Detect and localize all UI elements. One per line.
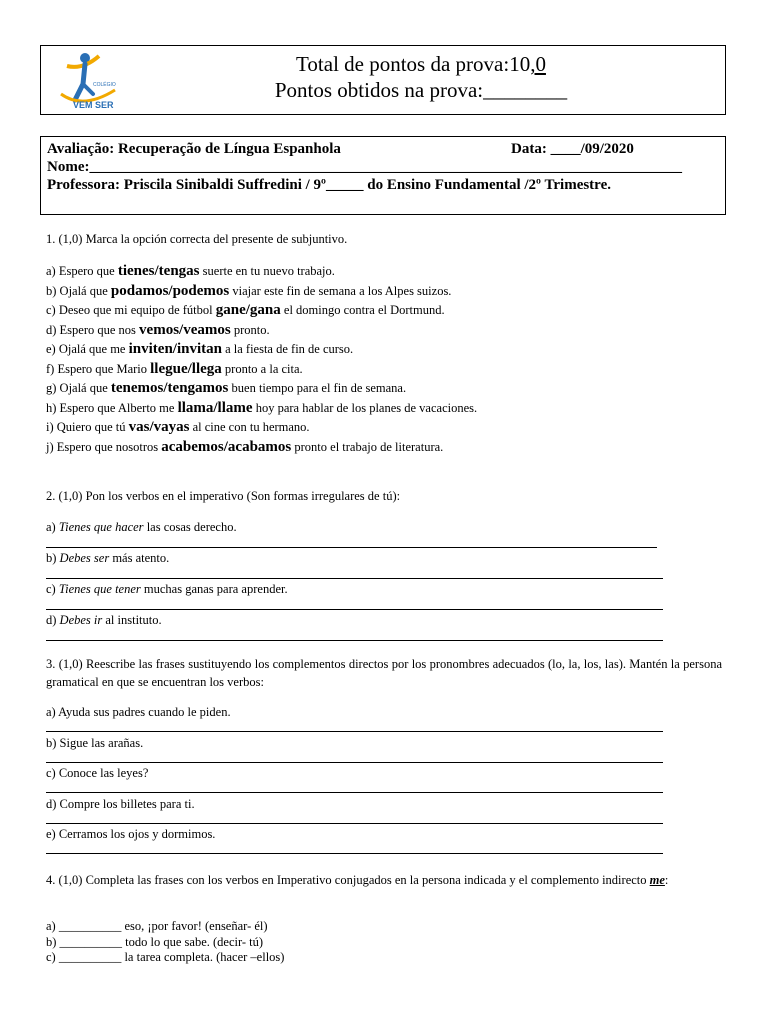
q2-item-text: a) <box>46 520 59 534</box>
q4-title-me: me <box>649 873 665 887</box>
q1-item-text: e) Ojalá que me <box>46 342 129 356</box>
q2-item-verb: Debes ser <box>59 551 110 565</box>
q2-item-text: d) <box>46 613 60 627</box>
q1-item <box>46 321 270 339</box>
q2-item <box>46 580 288 598</box>
q2-title: 2. (1,0) Pon los verbos en el imperativo (Son formas irregulares de tú): <box>46 489 401 503</box>
q1-item-text: al cine con tu hermano. <box>189 420 310 434</box>
q1-item <box>46 399 477 417</box>
q1-item-text: viajar este fin de semana a los Alpes suizos. <box>229 283 452 298</box>
q1-item-text: hoy para hablar de los planes de vacaciones. <box>252 400 478 415</box>
q1-item <box>46 379 406 397</box>
q4-item[interactable]: c) __________ la tarea completa. (hacer –ellos) <box>46 950 285 964</box>
answer-line[interactable] <box>46 731 663 732</box>
q2-item-verb: Tienes que tener <box>58 582 141 596</box>
total-points-value-a: 10 <box>509 52 531 76</box>
q1-item-text: pronto a la cita. <box>221 361 303 376</box>
q1-item <box>46 418 310 436</box>
q2-item-verb: Debes ir <box>59 613 103 627</box>
exam-title: Avaliação: Recuperação de Língua Espanhola <box>47 141 341 157</box>
q1-item-text: a) Espero que <box>46 264 118 278</box>
q2-item-text: c) <box>46 582 59 596</box>
q1-title: 1. (1,0) Marca la opción correcta del presente de subjuntivo. <box>46 232 348 246</box>
answer-line[interactable] <box>46 609 663 610</box>
q1-item-options[interactable]: vemos/veamos <box>139 321 231 338</box>
q2-item-text: las cosas derecho. <box>143 520 237 534</box>
score-header <box>40 45 726 115</box>
q2-item <box>46 549 169 567</box>
q1-item-options[interactable]: inviten/invitan <box>128 341 222 357</box>
q2-item-text: b) <box>46 551 60 565</box>
q1-item-text: c) Deseo que mi equipo de fútbol <box>46 303 216 317</box>
answer-line[interactable] <box>46 640 663 641</box>
q3-item: b) Sigue las arañas. <box>46 735 144 750</box>
q1-item <box>46 360 303 378</box>
logo-text: VEM SER <box>73 100 114 110</box>
q2-item <box>46 518 237 536</box>
teacher-line: Professora: Priscila Sinibaldi Suffredini / 9º_____ do Ensino Fundamental /2º Trimestre. <box>47 177 611 193</box>
q1-item-text: b) Ojalá que <box>46 283 111 298</box>
q3-item: a) Ayuda sus padres cuando le piden. <box>46 705 231 719</box>
q3-item: c) Conoce las leyes? <box>46 766 149 780</box>
q1-item-text: d) Espero que nos <box>46 322 140 337</box>
q2-item <box>46 611 162 629</box>
logo-small-text: COLÉGIO <box>93 82 116 88</box>
total-points <box>141 52 701 76</box>
q1-item-text: i) Quiero que tú <box>46 420 129 434</box>
answer-line[interactable] <box>46 762 663 763</box>
q4-item[interactable]: b) __________ todo lo que sabe. (decir- tú) <box>46 934 264 949</box>
answer-line[interactable] <box>46 792 663 793</box>
q1-item <box>46 438 443 456</box>
q3-item: e) Cerramos los ojos y dormimos. <box>46 827 216 841</box>
q1-item-options[interactable]: podamos/podemos <box>110 282 230 299</box>
q1-item-options[interactable]: acabemos/acabamos <box>161 438 292 455</box>
total-points-label: Total de pontos da prova: <box>296 52 510 76</box>
q1-item-options[interactable]: vas/vayas <box>128 419 190 435</box>
total-points-value-b: ,0 <box>530 52 546 76</box>
q2-item-text: al instituto. <box>102 613 162 627</box>
q1-item <box>46 301 445 319</box>
q1-item-options[interactable]: gane/gana <box>215 302 281 318</box>
q4-item[interactable]: a) __________ eso, ¡por favor! (enseñar- él) <box>46 919 268 933</box>
obtained-points: Pontos obtidos na prova:________ <box>274 78 568 102</box>
q1-item-text: el domingo contra el Dortmund. <box>280 303 445 317</box>
q2-item-verb: Tienes que hacer <box>58 520 144 534</box>
school-logo <box>53 50 123 112</box>
q1-item-options[interactable]: llegue/llega <box>150 360 222 377</box>
q2-item-text: muchas ganas para aprender. <box>140 582 288 596</box>
q1-item-text: pronto. <box>230 322 270 337</box>
q3-title: 3. (1,0) Reescribe las frases sustituyendo los complementos directos por los pronombres adecuados (lo, la, los, las). Mantén la persona gramatical en que se encuentran los verbos: <box>46 657 722 689</box>
q1-item <box>46 262 335 280</box>
q3-item: d) Compre los billetes para ti. <box>46 796 195 811</box>
q1-item-text: buen tiempo para el fin de semana. <box>228 381 407 395</box>
q4-title-text: 4. (1,0) Completa las frases con los verbos en Imperativo conjugados en la persona indicada y el complemento indirecto <box>46 873 650 887</box>
q1-item-text: pronto el trabajo de literatura. <box>291 439 444 454</box>
answer-line[interactable] <box>46 853 663 854</box>
q1-item-text: f) Espero que Mario <box>46 361 151 376</box>
q1-item-text: g) Ojalá que <box>46 381 111 395</box>
q1-item-options[interactable]: llama/llame <box>177 399 253 416</box>
q1-item-text: suerte en tu nuevo trabajo. <box>199 264 335 278</box>
exam-info-box <box>40 136 726 215</box>
q1-item <box>46 340 353 358</box>
answer-line[interactable] <box>46 578 663 579</box>
q4-title <box>46 871 722 889</box>
q1-item-options[interactable]: tenemos/tengamos <box>110 380 229 396</box>
q4-title-colon: : <box>664 873 669 887</box>
q1-item <box>46 282 451 300</box>
q2-item-text: más atento. <box>109 551 170 565</box>
q1-item-text: h) Espero que Alberto me <box>46 400 178 415</box>
answer-line[interactable] <box>46 823 663 824</box>
q1-item-options[interactable]: tienes/tengas <box>117 263 200 279</box>
exam-date: Data: ____/09/2020 <box>511 141 634 157</box>
student-name-field[interactable]: Nome:_______________________________________________________________________________ <box>47 159 682 175</box>
answer-line[interactable] <box>46 547 657 548</box>
q1-item-text: j) Espero que nosotros <box>46 439 162 454</box>
q1-item-text: a la fiesta de fin de curso. <box>221 342 354 356</box>
